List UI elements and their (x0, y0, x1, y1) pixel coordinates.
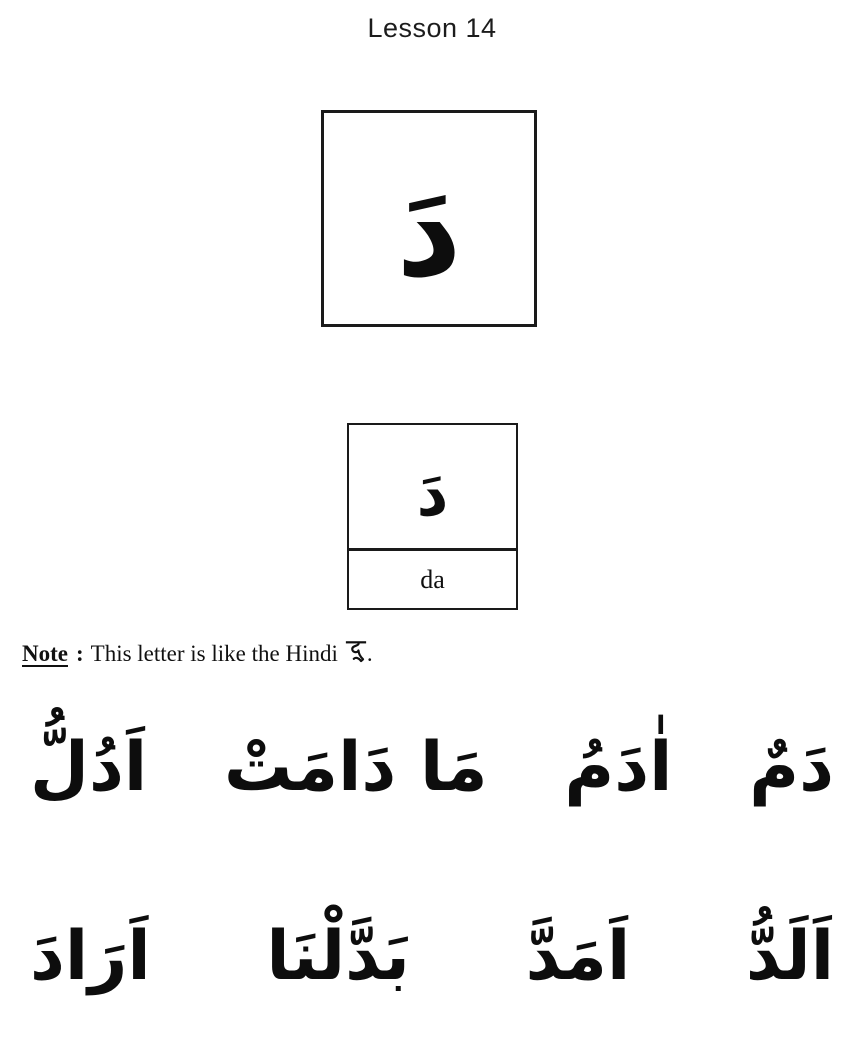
practice-word: اٰدَمُ (564, 727, 673, 807)
pronunciation-card (347, 423, 518, 610)
practice-word: دَمٌ (749, 727, 834, 807)
practice-word: اَرَادَ (30, 917, 151, 996)
practice-word: مَا دَامَتْ (224, 727, 488, 807)
transliteration-text: da (420, 564, 445, 594)
note-label: Note (22, 641, 68, 666)
pronunciation-card-sound-cell (349, 551, 516, 608)
note-terminator: . (366, 641, 373, 666)
note-line (22, 639, 373, 667)
note-text: This letter is like the Hindi (90, 641, 338, 666)
page-title: Lesson 14 (367, 13, 497, 43)
practice-word: بَدَّلْنَا (266, 917, 410, 996)
practice-word: اَمَدَّ (525, 917, 631, 996)
hindi-letter-da (345, 639, 367, 665)
note-separator: : (75, 641, 84, 666)
practice-row-1 (0, 690, 864, 845)
practice-word: اَلَدُّ (745, 917, 834, 996)
letter-showcase-box (321, 110, 537, 327)
card-arabic-letter: دَ (416, 456, 449, 530)
practice-row-2 (0, 882, 864, 1032)
practice-word: اَدُلُّ (30, 727, 148, 807)
showcase-arabic-letter: دَ (396, 156, 462, 306)
pronunciation-card-letter-cell (349, 425, 516, 551)
